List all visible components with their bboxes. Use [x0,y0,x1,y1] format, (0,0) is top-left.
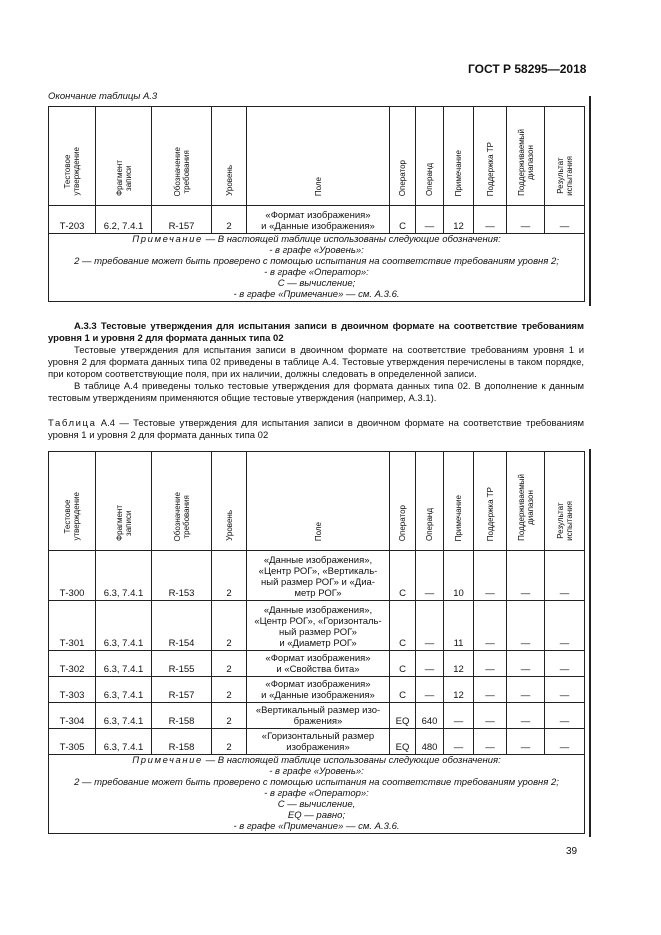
page-number: 39 [566,846,578,857]
note-text: — В настоящей таблице использованы следующие обозначения: - в графе «Уровень»: 2 — требование может быть проверено с помощью испытания на соответствие требованиям уровня 2; - в графе «Оператор»: C — вычисление, EQ — равно; - в графе «Примечание» — см. А.3.6. [74,755,559,832]
column-header [545,107,585,206]
column-header-label: Поддерживаемый диапазон [516,129,535,196]
table-cell: 12 [444,651,474,677]
table-cell: «Данные изображения», «Центр РОГ», «Вертикаль- ный размер РОГ» и «Диа- метр РОГ» [247,551,390,601]
table-cell: 2 [212,651,247,677]
table-cell: — [474,206,507,234]
standard-number: ГОСТ Р 58295—2018 [468,62,587,76]
column-header-label: Уровень [224,510,234,541]
table-cell: C [390,677,416,703]
table-cell: — [416,551,444,601]
column-header-label: Результат испытания [555,156,574,196]
table-cell: — [416,677,444,703]
table-cell: — [507,206,545,234]
table-row [49,729,585,755]
table-cell: «Формат изображения» и «Данные изображения» [247,206,390,234]
table-cell: C [390,651,416,677]
table-a3-caption: Окончание таблицы А.3 [48,91,158,102]
table-cell: «Формат изображения» и «Данные изображения» [247,677,390,703]
column-header [390,452,416,551]
table-row [49,677,585,703]
table-cell: Т-300 [49,551,96,601]
note-text: — В настоящей таблице использованы следующие обозначения: - в графе «Уровень»: 2 — требование может быть проверено с помощью испытания на соответствие требованиям уровня 2; - в графе «Оператор»: C — вычисление; - в графе «Примечание» — см. А.3.6. [74,234,559,300]
column-header-label: Поддерживаемый диапазон [516,474,535,541]
table-cell: C [390,601,416,651]
column-header-label: Обозначение требования [172,146,191,196]
table-cell: «Горизонтальный размер изображения» [247,729,390,755]
table-cell: EQ [390,703,416,729]
column-header-label: Фрагмент записи [114,505,133,541]
table-cell: 12 [444,206,474,234]
table-cell: EQ [390,729,416,755]
table-cell: — [474,703,507,729]
column-header-label: Тестовое утверждение [63,147,81,196]
column-header [545,452,585,551]
column-header [474,452,507,551]
table-cell: — [474,601,507,651]
column-header [390,107,416,206]
column-header-label: Поддержка ТР [485,486,495,541]
table-cell: — [416,651,444,677]
table-cell: 2 [212,601,247,651]
column-header [416,452,444,551]
column-header [247,107,390,206]
column-header-label: Операнд [425,163,434,196]
table-cell: 480 [416,729,444,755]
table-cell: — [474,677,507,703]
table-cell: 6.3, 7.4.1 [96,677,152,703]
table-cell: R-154 [152,601,212,651]
table-cell: — [545,729,585,755]
table-cell: 6.3, 7.4.1 [96,703,152,729]
column-header [444,452,474,551]
table-cell: — [545,551,585,601]
table-cell: — [507,601,545,651]
column-header [49,452,96,551]
column-header-label: Уровень [224,165,234,196]
table-cell: — [416,601,444,651]
table-cell: 6.3, 7.4.1 [96,601,152,651]
section-paragraph-2: В таблице А.4 приведены только тестовые утверждения для формата данных типа 02. В дополнение к данным тестовым утверждениям применяются общие тестовые утверждения (например, А.3.1). [48,381,584,404]
column-header-label: Примечание [454,149,463,196]
table-cell: 12 [444,677,474,703]
column-header [49,107,96,206]
column-header [507,452,545,551]
table-a4 [48,451,585,834]
table-a4-caption: Таблица А.4 — Тестовые утверждения для испытания записи в двоичном формате на соответствие требованиям уровня 1 и уровня 2 для формата данных типа 02 [48,418,584,441]
table-cell: 11 [444,601,474,651]
table-cell: 6.3, 7.4.1 [96,729,152,755]
column-header [416,107,444,206]
section-paragraph-1: Тестовые утверждения для испытания записи в двоичном формате на соответствие требованиям уровня 1 и уровня 2 для формата данных типа 02 приведены в таблице А.4. Тестовые утверждения перечислены в таком порядке, при котором соответствующие поля, при их наличии, должны следовать в определенной записи. [48,345,584,380]
margin-bar-1 [589,96,591,306]
table-cell: — [474,551,507,601]
table-cell: R-153 [152,551,212,601]
table-cell: — [507,729,545,755]
table-row [49,651,585,677]
table-cell: R-157 [152,677,212,703]
table-cell: — [545,601,585,651]
table-cell: — [444,729,474,755]
table-cell: R-158 [152,703,212,729]
table-cell: 2 [212,206,247,234]
note-row [49,234,585,302]
column-header-label: Тестовое утверждение [63,492,81,541]
table-cell: C [390,206,416,234]
note-label: Примечание [132,755,203,766]
table-cell: — [444,703,474,729]
column-header-label: Оператор [398,504,407,541]
table-cell: Т-203 [49,206,96,234]
table-cell: — [474,729,507,755]
table-cell: — [545,651,585,677]
margin-bar-2 [589,449,591,837]
column-header-label: Поле [313,521,323,541]
table-cell: 2 [212,677,247,703]
table-cell: — [474,651,507,677]
table-header-row [49,452,585,551]
column-header-label: Оператор [398,159,407,196]
table-cell: — [507,551,545,601]
table-cell: — [545,677,585,703]
table-cell: 2 [212,729,247,755]
column-header-label: Операнд [425,508,434,541]
table-cell: R-155 [152,651,212,677]
column-header [507,107,545,206]
column-header [96,107,152,206]
table-cell: 640 [416,703,444,729]
column-header-label: Результат испытания [555,501,574,541]
table-row [49,601,585,651]
table-cell: 6.2, 7.4.1 [96,206,152,234]
table-cell: — [507,651,545,677]
column-header [212,107,247,206]
table-cell: — [545,206,585,234]
column-header [474,107,507,206]
table-cell: «Формат изображения» и «Свойства бита» [247,651,390,677]
table-cell: R-158 [152,729,212,755]
table-cell: Т-303 [49,677,96,703]
column-header-label: Поле [313,176,323,196]
table-cell: C [390,551,416,601]
table-cell: — [507,677,545,703]
table-cell: Т-301 [49,601,96,651]
table-row [49,551,585,601]
table-cell: 2 [212,703,247,729]
table-cell: 6.3, 7.4.1 [96,651,152,677]
table-cell: 6.3, 7.4.1 [96,551,152,601]
table-cell: Т-305 [49,729,96,755]
column-header [444,107,474,206]
table-header-row [49,107,585,206]
table-cell: 2 [212,551,247,601]
column-header [212,452,247,551]
column-header [152,452,212,551]
table-cell: 10 [444,551,474,601]
table-cell: «Вертикальный размер изо- бражения» [247,703,390,729]
table-row [49,206,585,234]
table-cell: «Данные изображения», «Центр РОГ», «Горизонталь- ный размер РОГ» и «Диаметр РОГ» [247,601,390,651]
table-note [49,234,585,302]
table-row [49,703,585,729]
section-heading: А.3.3 Тестовые утверждения для испытания записи в двоичном формате на соответствие требованиям уровня 1 и уровня 2 для формата данных типа 02 [48,321,584,344]
column-header-label: Примечание [454,494,463,541]
table-cell: Т-302 [49,651,96,677]
table-note [49,755,585,834]
table-cell: R-157 [152,206,212,234]
note-row [49,755,585,834]
table-a3 [48,106,585,302]
column-header [247,452,390,551]
column-header-label: Фрагмент записи [114,160,133,196]
table-cell: — [545,703,585,729]
column-header-label: Поддержка ТР [485,141,495,196]
note-label: Примечание [132,234,203,245]
column-header [96,452,152,551]
column-header-label: Обозначение требования [172,491,191,541]
table-cell: — [416,206,444,234]
table-cell: Т-304 [49,703,96,729]
column-header [152,107,212,206]
table-cell: — [507,703,545,729]
